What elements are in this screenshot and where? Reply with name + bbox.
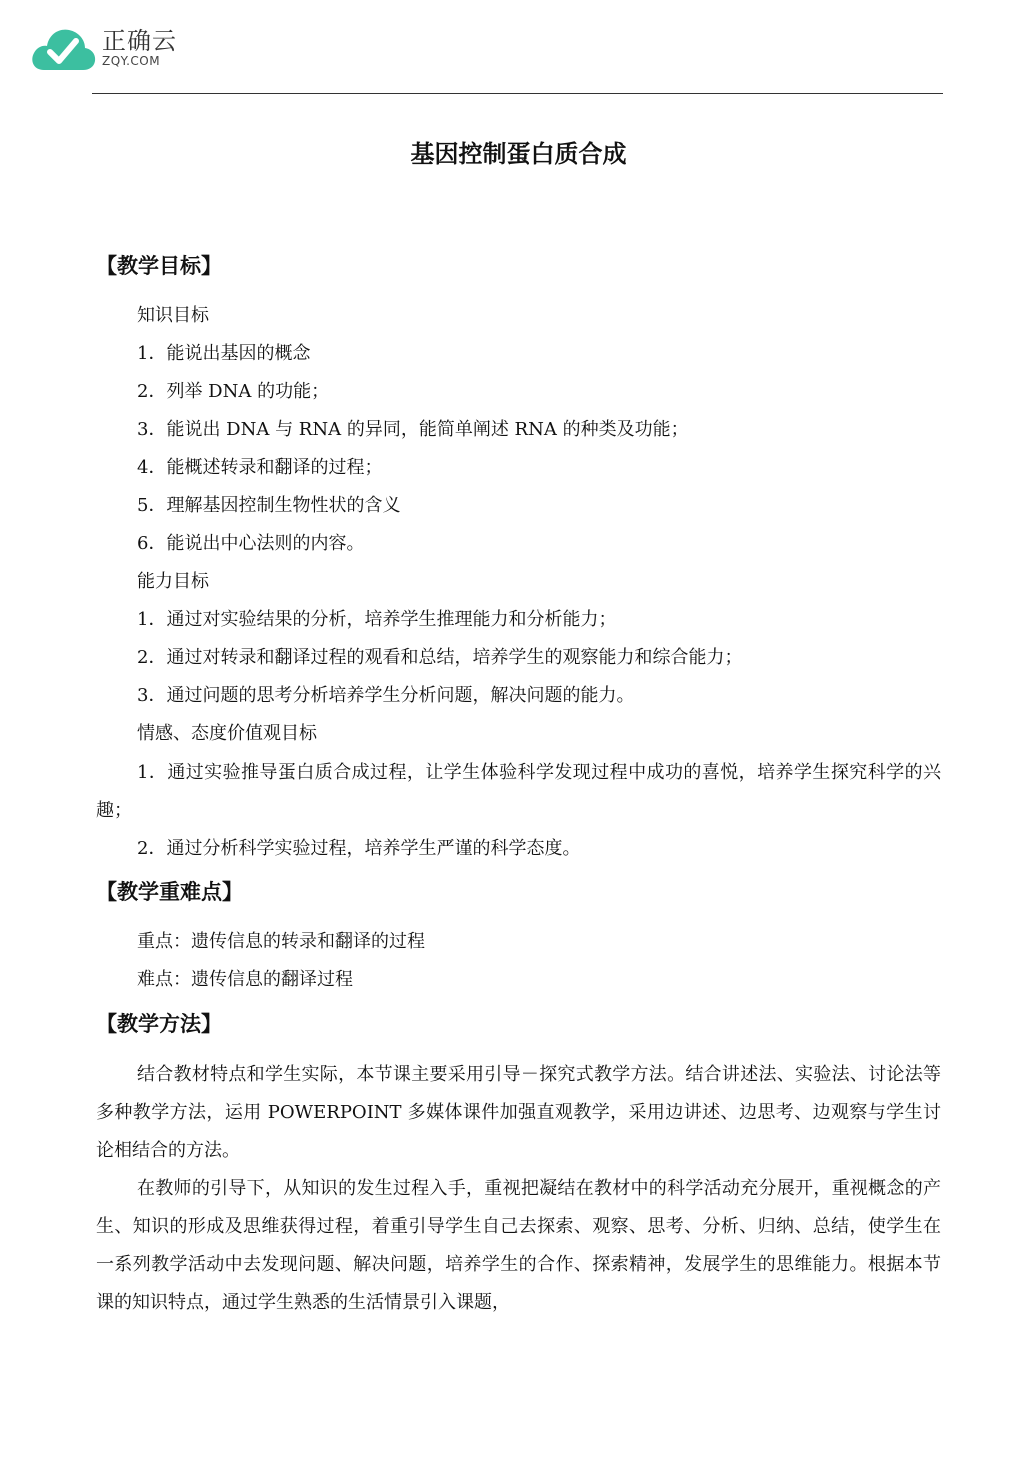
logo-domain: ZQY.COM xyxy=(102,54,161,68)
header-divider xyxy=(92,93,943,94)
brand-logo xyxy=(28,22,177,74)
list-item: 1．能说出基因的概念 xyxy=(137,343,311,364)
cloud-check-icon xyxy=(28,22,98,74)
section-heading-keypoints: 【教学重难点】 xyxy=(96,880,243,904)
subheading-knowledge: 知识目标 xyxy=(137,305,209,326)
page-title: 基因控制蛋白质合成 xyxy=(410,140,627,168)
list-item: 6．能说出中心法则的内容。 xyxy=(137,533,365,554)
list-item: 5．理解基因控制生物性状的含义 xyxy=(137,495,401,516)
list-item: 2．通过对转录和翻译过程的观看和总结，培养学生的观察能力和综合能力； xyxy=(137,647,743,668)
list-item: 2．列举 DNA 的功能； xyxy=(137,381,330,402)
subheading-emotion: 情感、态度价值观目标 xyxy=(137,723,317,744)
list-item: 3．能说出 DNA 与 RNA 的异同，能简单阐述 RNA 的种类及功能； xyxy=(137,419,689,440)
subheading-ability: 能力目标 xyxy=(137,571,209,592)
logo-name: 正确云 xyxy=(102,27,177,55)
section-heading-objectives: 【教学目标】 xyxy=(96,254,222,278)
focus-text: 重点：遗传信息的转录和翻译的过程 xyxy=(137,931,425,952)
paragraph: 在教师的引导下，从知识的发生过程入手，重视把凝结在教材中的科学活动充分展开，重视概念的产生、知识的形成及思维获得过程，着重引导学生自己去探索、观察、思考、分析、归纳、总结，使学生在一系列教学活动中去发现问题、解决问题，培养学生的合作、探索精神，发展学生的思维能力。根据本节课的知识特点，通过学生熟悉的生活情景引入课题， xyxy=(96,1178,941,1313)
list-item: 1．通过对实验结果的分析，培养学生推理能力和分析能力； xyxy=(137,609,617,630)
section-heading-methods: 【教学方法】 xyxy=(96,1012,222,1036)
list-item: 1．通过实验推导蛋白质合成过程，让学生体验科学发现过程中成功的喜悦，培养学生探究科学的兴趣； xyxy=(96,762,941,821)
list-item: 4．能概述转录和翻译的过程； xyxy=(137,457,383,478)
paragraph: 结合教材特点和学生实际，本节课主要采用引导－探究式教学方法。结合讲述法、实验法、讨论法等多种教学方法，运用 POWERPOINT 多媒体课件加强直观教学，采用边讲述、边思考、边观察与学生讨论相结合的方法。 xyxy=(96,1064,941,1161)
difficulty-text: 难点：遗传信息的翻译过程 xyxy=(137,969,353,990)
list-item: 3．通过问题的思考分析培养学生分析问题，解决问题的能力。 xyxy=(137,685,635,706)
list-item: 2．通过分析科学实验过程，培养学生严谨的科学态度。 xyxy=(137,838,581,859)
